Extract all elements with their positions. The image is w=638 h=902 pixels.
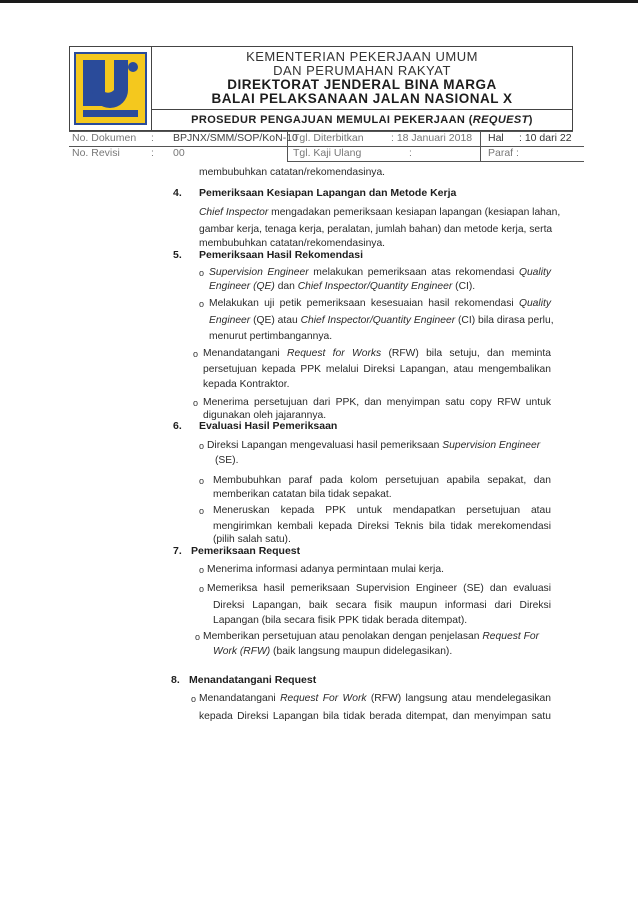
section-8-item1-line1: Menandatangani Request For Work (RFW) langsung atau mendelegasikan [199, 693, 551, 704]
document-header [69, 46, 573, 131]
section-8-number: 8. [171, 674, 180, 686]
section-7-item3-line1: Memberikan persetujuan atau penolakan dengan penjelasan Request For [203, 631, 540, 642]
ministry-logo [70, 47, 152, 130]
section-7-title: Pemeriksaan Request [191, 545, 301, 557]
page-top-edge [0, 0, 638, 3]
section-7-number: 7. [173, 545, 182, 557]
revision-value: 00 [173, 147, 185, 159]
section-5-item2-line2: Engineer (QE) atau Chief Inspector/Quantity Engineer (CI) bila dirasa perlu, [209, 315, 554, 326]
issued-date-label: Tgl. Diterbitkan [293, 132, 364, 144]
section-6-item1-line1: Direksi Lapangan mengevaluasi hasil pemeriksaan Supervision Engineer [207, 440, 541, 451]
section-5-item2-line3: menurut pertimbangannya. [209, 331, 333, 342]
section-8-item1-line2: kepada Direksi Lapangan bila tidak berada ditempat, dan menyimpan satu [199, 711, 551, 722]
section-5-number: 5. [173, 249, 182, 261]
directorate-name: DIREKTORAT JENDERAL BINA MARGA [227, 77, 497, 92]
section-7-bullet-2: o [199, 584, 205, 594]
section-4-line1: Chief Inspector mengadakan pemeriksaan kesiapan lapangan (kesiapan lahan, [199, 207, 561, 218]
section-6-bullet-3: o [199, 506, 205, 516]
section-5-item3-line1: Menandatangani Request for Works (RFW) bila setuju, dan meminta [203, 348, 551, 359]
pupr-logo-icon [70, 47, 151, 130]
section-4-line2: gambar kerja, tenaga kerja, peralatan, jumlah bahan) dan metode kerja, serta [199, 224, 553, 235]
section-7-item1-line1: Menerima informasi adanya permintaan mulai kerja. [207, 564, 444, 575]
intro-line: membubuhkan catatan/rekomendasinya. [199, 167, 386, 178]
section-5-item4-line1: Menerima persetujuan dari PPK, dan menyimpan satu copy RFW untuk [203, 397, 551, 408]
section-5-bullet-3: o [193, 349, 199, 359]
header-text-block [152, 47, 572, 130]
section-6-item3-line1: Meneruskan kepada PPK untuk mendapatkan persetujuan atau [213, 505, 551, 516]
section-5-item2-line1: Melakukan uji petik pemeriksaan kesesuaian hasil rekomendasi Quality [209, 298, 551, 309]
header-divider [152, 109, 572, 110]
section-5-item3-line2: persetujuan kepada PPK melalui Direksi Lapangan, atau mengembalikan [203, 364, 551, 375]
section-7-item2-line2: Direksi Lapangan, baik secara fisik maupun informasi dari Direksi [213, 600, 551, 611]
procedure-title-text: PROSEDUR PENGAJUAN MEMULAI PEKERJAAN ( [191, 114, 473, 126]
section-8-bullet-1: o [191, 694, 197, 704]
review-date-label: Tgl. Kaji Ulang [293, 147, 362, 159]
doc-number-value: BPJNX/SMM/SOP/KoN-10 [173, 132, 298, 144]
doc-number-label: No. Dokumen [72, 132, 137, 144]
page-label: Hal [488, 132, 504, 144]
page-value: : 10 dari 22 [519, 132, 572, 144]
section-6-title: Evaluasi Hasil Pemeriksaan [199, 420, 338, 432]
section-7-bullet-3: o [195, 632, 201, 642]
section-6-number: 6. [173, 420, 182, 432]
section-5-item3-line3: kepada Kontraktor. [203, 379, 290, 390]
revision-colon: : [151, 147, 154, 159]
section-5-item4-line2: digunakan oleh jajarannya. [203, 410, 327, 421]
section-6-item2-line1: Membubuhkan paraf pada kolom persetujuan apabila sepakat, dan [213, 475, 551, 486]
revision-label: No. Revisi [72, 147, 120, 159]
procedure-title-end: ) [528, 114, 533, 126]
ministry-name-line2: DAN PERUMAHAN RAKYAT [273, 63, 451, 78]
section-4-title: Pemeriksaan Kesiapan Lapangan dan Metode Kerja [199, 187, 457, 199]
section-5-item1-line1: Supervision Engineer melakukan pemeriksaan atas rekomendasi Quality [209, 267, 551, 278]
review-date-value: : [409, 147, 412, 159]
ministry-name-line1: KEMENTERIAN PEKERJAAN UMUM [246, 49, 478, 64]
section-5-bullet-1: o [199, 268, 205, 278]
section-8-title: Menandatangani Request [189, 674, 317, 686]
procedure-title-italic: REQUEST [472, 114, 529, 126]
section-6-bullet-2: o [199, 476, 205, 486]
section-7-item2-line1: Memeriksa hasil pemeriksaan Supervision Engineer (SE) dan evaluasi [207, 583, 551, 594]
section-6-item3-line2: mengirimkan kembali kepada Direksi Teknis bila tidak merekomendasi [213, 521, 551, 532]
issued-date-value: : 18 Januari 2018 [391, 132, 473, 144]
section-7-bullet-1: o [199, 565, 205, 575]
office-name: BALAI PELAKSANAAN JALAN NASIONAL X [211, 91, 513, 106]
section-5-bullet-4: o [193, 398, 199, 408]
section-6-item3-line3: (pilih salah satu). [213, 534, 291, 545]
section-4-line3: membubuhkan catatan/rekomendasinya. [199, 238, 386, 249]
doc-number-colon: : [151, 132, 154, 144]
section-6-item1-line2: (SE). [215, 455, 239, 466]
section-7-item2-line3: Lapangan (bila secara fisik PPK tidak berada ditempat). [213, 615, 468, 626]
section-4-number: 4. [173, 187, 182, 199]
paraf-label: Paraf : [488, 147, 519, 159]
section-6-item2-line2: memberikan catatan bila tidak sepakat. [213, 489, 392, 500]
section-6-bullet-1: o [199, 441, 205, 451]
section-5-item1-line2: Engineer (QE) dan Chief Inspector/Quantity Engineer (CI). [209, 281, 476, 292]
section-7-item3-line2: Work (RFW) (baik langsung maupun didelegasikan). [213, 646, 453, 657]
procedure-title [152, 111, 572, 129]
section-5-title: Pemeriksaan Hasil Rekomendasi [199, 249, 364, 261]
document-info-table [69, 131, 584, 162]
section-5-bullet-2: o [199, 299, 205, 309]
